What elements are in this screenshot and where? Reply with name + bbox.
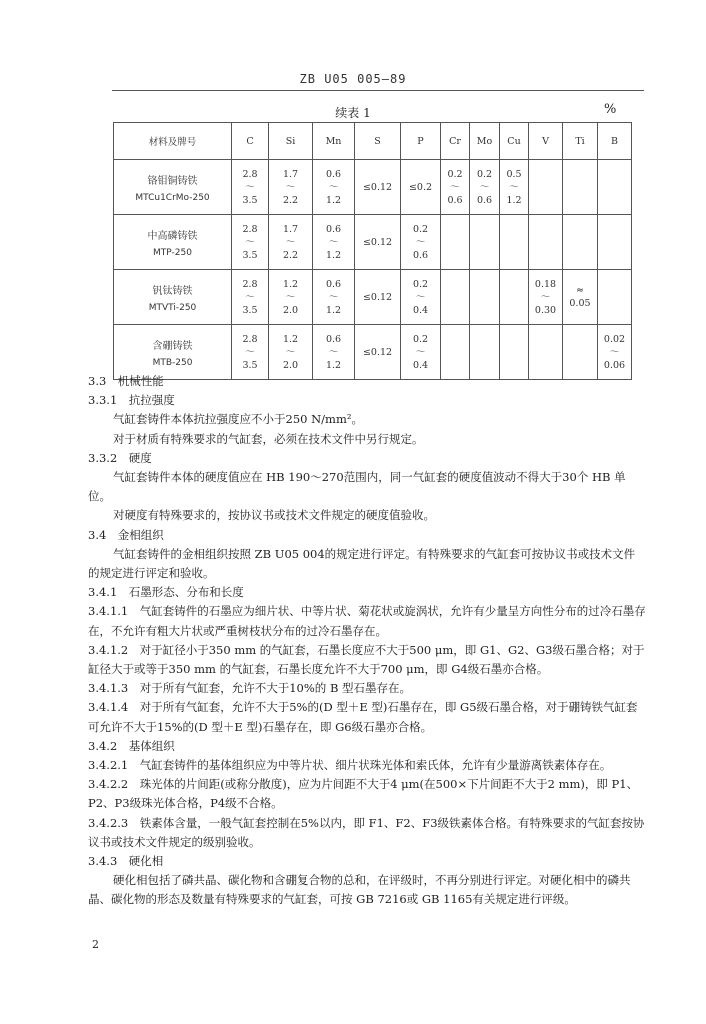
paragraph: 3.4.1.2 对于缸径小于350 mm 的气缸套，石墨长度应不大于500 μm，即 G1、G2、G3级石墨合格；对于缸径大于或等于350 mm 的气缸套，石墨长度允许不大于700 μm，即 G4级石墨亦合格。 bbox=[88, 642, 645, 677]
table-row bbox=[114, 215, 632, 270]
column-header: P bbox=[401, 123, 441, 160]
value-cell bbox=[441, 270, 470, 325]
paragraph: 对硬度有特殊要求的，按协议书或技术文件规定的硬度值验收。 bbox=[113, 508, 435, 523]
page-number: 2 bbox=[92, 938, 99, 951]
material-name: 中高磷铸铁 bbox=[147, 230, 198, 242]
composition-table bbox=[113, 122, 632, 380]
value-cell bbox=[470, 270, 500, 325]
cell-value: 0.2 ～ 0.6 bbox=[412, 223, 429, 261]
paragraph: 气缸套铸件的金相组织按照 ZB U05 004的规定进行评定。有特殊要求的气缸套可按协议书或技术文件的规定进行评定和验收。 bbox=[88, 546, 636, 581]
cell-value: ≤0.12 bbox=[362, 181, 393, 193]
paragraph: 3.4 金相组织 bbox=[88, 527, 164, 542]
value-cell bbox=[598, 215, 632, 270]
column-header: Mo bbox=[470, 123, 500, 160]
cell-value: 1.7 ～ 2.2 bbox=[282, 223, 299, 261]
cell-value: 0.6 ～ 1.2 bbox=[325, 333, 342, 371]
column-header: Ti bbox=[563, 123, 598, 160]
value-cell bbox=[470, 215, 500, 270]
cell-value: 1.7 ～ 2.2 bbox=[282, 168, 299, 206]
cell-value: ≤0.2 bbox=[408, 181, 433, 193]
cell-value: ≤0.12 bbox=[362, 291, 393, 303]
paragraph: 3.4.1 石墨形态、分布和长度 bbox=[88, 585, 244, 600]
value-cell bbox=[313, 160, 355, 215]
value-cell bbox=[232, 160, 269, 215]
value-cell bbox=[529, 215, 563, 270]
material-name: 铬钼铜铸铁 bbox=[147, 175, 198, 187]
value-cell bbox=[401, 270, 441, 325]
value-cell bbox=[401, 215, 441, 270]
paragraph: 对于材质有特殊要求的气缸套，必须在技术文件中另行规定。 bbox=[113, 431, 424, 446]
paragraph: 3.4.2 基体组织 bbox=[88, 738, 175, 753]
paragraph: 3.3.2 硬度 bbox=[88, 450, 152, 465]
paragraph: 3.4.2.3 铁素体含量，一般气缸套控制在5%以内，即 F1、F2、F3级铁素体合格。有特殊要求的气缸套按协议书或技术文件规定的级别验收。 bbox=[88, 815, 645, 849]
value-cell bbox=[598, 270, 632, 325]
value-cell bbox=[269, 270, 313, 325]
material-grade: MTB-250 bbox=[152, 357, 193, 368]
cell-value: 0.6 ～ 1.2 bbox=[325, 278, 342, 316]
column-header: V bbox=[529, 123, 563, 160]
column-header: B bbox=[598, 123, 632, 160]
cell-value: 2.8 ～ 3.5 bbox=[242, 333, 258, 371]
value-cell bbox=[232, 270, 269, 325]
cell-value: 0.2 ～ 0.6 bbox=[476, 168, 493, 206]
material-grade: MTVTi-250 bbox=[148, 302, 197, 313]
cell-value: 0.2 ～ 0.4 bbox=[412, 278, 429, 316]
value-cell bbox=[313, 215, 355, 270]
table-row bbox=[114, 160, 632, 215]
value-cell bbox=[500, 160, 529, 215]
value-cell bbox=[598, 160, 632, 215]
material-name: 钒钛铸铁 bbox=[152, 285, 193, 297]
cell-value: 2.8 ～ 3.5 bbox=[242, 223, 258, 261]
paragraph: 3.3.1 抗拉强度 bbox=[88, 393, 175, 408]
paragraph: 气缸套铸件本体的硬度值应在 HB 190～270范围内，同一气缸套的硬度值波动不得大于30个 HB 单位。 bbox=[88, 470, 626, 504]
material-grade: MTP-250 bbox=[153, 247, 192, 258]
value-cell bbox=[470, 160, 500, 215]
material-cell bbox=[114, 160, 232, 215]
paragraph: 3.4.3 硬化相 bbox=[88, 854, 164, 869]
value-cell bbox=[401, 160, 441, 215]
standard-code-header: ZB U05 005—89 bbox=[299, 72, 407, 86]
material-grade: MTCu1CrMo-250 bbox=[135, 192, 210, 203]
cell-value: 2.8 ～ 3.5 bbox=[242, 168, 258, 206]
material-cell bbox=[114, 215, 232, 270]
paragraph: 硬化相包括了磷共晶、碳化物和含硼复合物的总和，在评级时，不再分别进行评定。对硬化相中的磷共晶、碳化物的形态及数量有特殊要求的气缸套，可按 GB 7216或 GB 1165有关规定进行评级。 bbox=[88, 873, 631, 907]
body-text bbox=[88, 372, 646, 910]
value-cell bbox=[313, 270, 355, 325]
value-cell bbox=[355, 270, 401, 325]
column-header: C bbox=[232, 123, 269, 160]
paragraph: 3.4.1.4 对于所有气缸套，允许不大于5%的(D 型＋E 型)石墨存在，即 G5级石墨合格，对于硼铸铁气缸套可允许不大于15%的(D 型＋E 型)石墨存在，即 G6级石墨亦合格。 bbox=[88, 700, 638, 734]
cell-value: 1.2 ～ 2.0 bbox=[282, 278, 299, 316]
column-header: Si bbox=[269, 123, 313, 160]
paragraph: 3.4.2.1 气缸套铸件的基体组织应为中等片状、细片状珠光体和索氏体，允许有少量游离铁素体存在。 bbox=[88, 758, 612, 773]
value-cell bbox=[269, 160, 313, 215]
value-cell bbox=[441, 215, 470, 270]
value-cell bbox=[232, 215, 269, 270]
paragraph: 3.4.1.1 气缸套铸件的石墨应为细片状、中等片状、菊花状或旋涡状，允许有少量呈方向性分布的过冷石墨存在，不允许有粗大片状或严重树枝状分布的过冷石墨存在。 bbox=[88, 604, 646, 638]
column-header: S bbox=[355, 123, 401, 160]
paragraph: 气缸套铸件本体抗拉强度应不小于250 N/mm²。 bbox=[113, 412, 363, 427]
cell-value: ≤0.12 bbox=[362, 236, 393, 248]
table-caption: 续表 1 bbox=[335, 106, 371, 120]
column-header: Cr bbox=[441, 123, 470, 160]
cell-value: 0.5 ～ 1.2 bbox=[506, 168, 522, 206]
column-header: Mn bbox=[313, 123, 355, 160]
value-cell bbox=[529, 270, 563, 325]
value-cell bbox=[355, 160, 401, 215]
cell-value: ≈ 0.05 bbox=[569, 285, 591, 309]
material-cell bbox=[114, 270, 232, 325]
value-cell bbox=[563, 160, 598, 215]
table-row bbox=[114, 270, 632, 325]
value-cell bbox=[563, 270, 598, 325]
value-cell bbox=[563, 215, 598, 270]
value-cell bbox=[500, 270, 529, 325]
value-cell bbox=[441, 160, 470, 215]
paragraph: 3.4.2.2 珠光体的片间距(或称分散度)，应为片间距不大于4 μm(在500×下片间距不大于2 mm)，即 P1、P2、P3级珠光体合格，P4级不合格。 bbox=[88, 777, 639, 811]
value-cell bbox=[269, 215, 313, 270]
value-cell bbox=[529, 160, 563, 215]
cell-value: 0.18 ～ 0.30 bbox=[534, 278, 557, 316]
paragraph: 3.3 机械性能 bbox=[88, 374, 164, 388]
paragraph: 3.4.1.3 对于所有气缸套，允许不大于10%的 B 型石墨存在。 bbox=[88, 681, 412, 696]
column-header: Cu bbox=[500, 123, 529, 160]
table-header-row bbox=[114, 123, 632, 160]
cell-value: 2.8 ～ 3.5 bbox=[242, 278, 258, 316]
header-rule bbox=[112, 90, 644, 91]
value-cell bbox=[500, 215, 529, 270]
cell-value: 0.2 ～ 0.4 bbox=[412, 333, 429, 371]
cell-value: ≤0.12 bbox=[362, 346, 393, 358]
cell-value: 0.6 ～ 1.2 bbox=[325, 223, 342, 261]
material-name: 含硼铸铁 bbox=[152, 340, 193, 352]
cell-value: 0.2 ～ 0.6 bbox=[447, 168, 463, 206]
cell-value: 0.02 ～ 0.06 bbox=[603, 333, 626, 371]
column-header: 材料及牌号 bbox=[114, 123, 232, 160]
table-unit: % bbox=[604, 102, 617, 117]
value-cell bbox=[355, 215, 401, 270]
cell-value: 0.6 ～ 1.2 bbox=[325, 168, 342, 206]
cell-value: 1.2 ～ 2.0 bbox=[282, 333, 299, 371]
